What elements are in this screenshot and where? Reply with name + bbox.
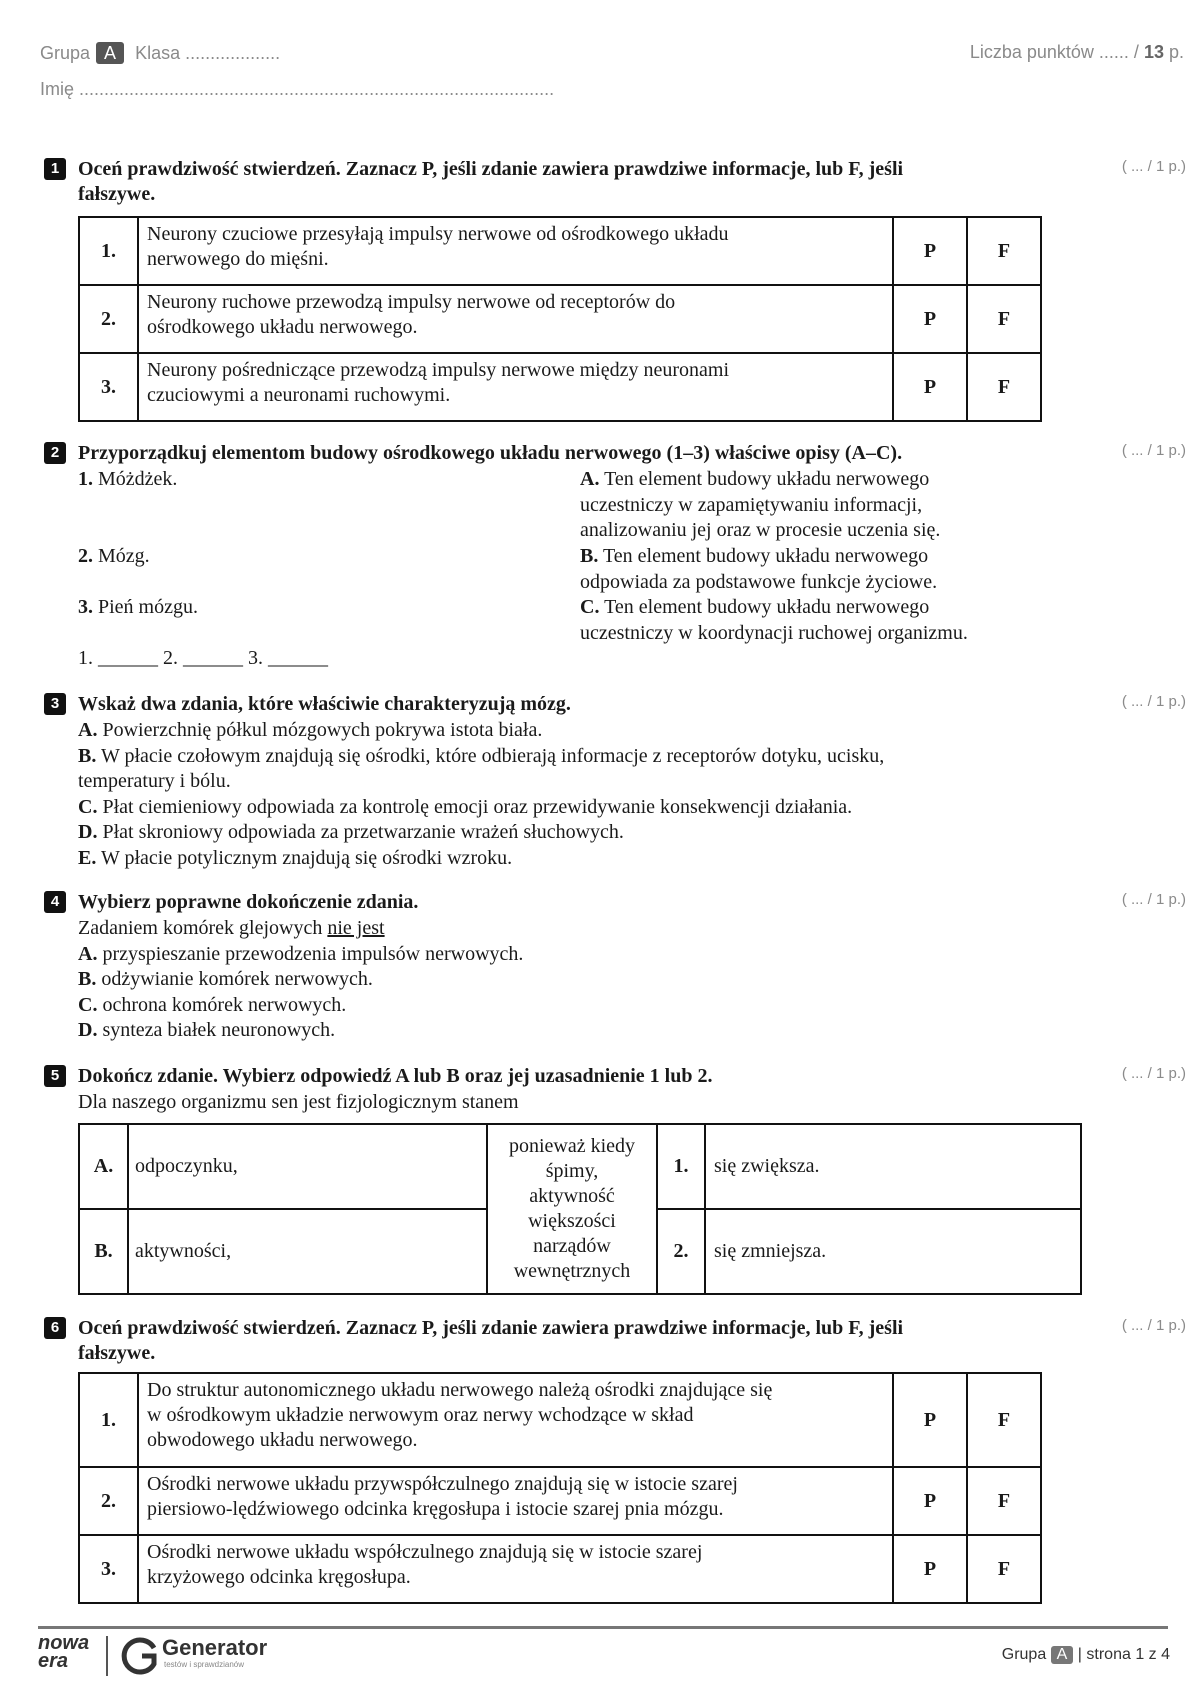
question-points: ( ... / 1 p.): [1121, 158, 1186, 175]
question-stem: Dla naszego organizmu sen jest fizjologicznym stanem: [78, 1091, 519, 1113]
option-d[interactable]: D. Płat skroniowy odpowiada za przetwarzanie wrażeń słuchowych.: [78, 821, 624, 843]
table-row: [79, 353, 1041, 421]
generator-title: Generator: [162, 1635, 268, 1660]
question-number: 4: [44, 891, 66, 913]
description-a: A. Ten element budowy układu nerwowego uczestniczy w zapamiętywaniu informacji, analizowaniu jej oraz w procesie uczenia się.: [580, 468, 941, 541]
reason-1-text[interactable]: się zwiększa.: [705, 1124, 1081, 1209]
list-item: 3. Pień mózgu.: [78, 596, 198, 618]
option-a-text[interactable]: odpoczynku,: [128, 1124, 487, 1209]
page-number: | strona 1 z 4: [1077, 1646, 1170, 1663]
option-b-text[interactable]: aktywności,: [128, 1209, 487, 1294]
points-max: 13: [1143, 42, 1164, 62]
options-list: [78, 916, 523, 1044]
points-total: [970, 42, 1184, 63]
statement: Neurony ruchowe przewodzą impulsy nerwowe od receptorów do ośrodkowego układu nerwowego.: [138, 285, 893, 353]
question-title: Przyporządkuj elementom budowy ośrodkowego układu nerwowego (1–3) właściwe opisy (A–C).: [78, 442, 903, 464]
group-badge: A: [96, 42, 124, 64]
row-number: 1.: [79, 1373, 138, 1467]
question-title: Dokończ zdanie. Wybierz odpowiedź A lub B oraz jej uzasadnienie 1 lub 2.: [78, 1065, 713, 1087]
generator-logo-icon: [120, 1636, 160, 1676]
question-points: ( ... / 1 p.): [1121, 891, 1186, 908]
question-points: ( ... / 1 p.): [1121, 442, 1186, 459]
generator-subtitle: testów i sprawdzianów: [164, 1660, 245, 1669]
points-label: Liczba punktów ...... /: [969, 42, 1139, 62]
group-label: Grupa: [40, 43, 91, 63]
option-d[interactable]: D. synteza białek neuronowych.: [78, 1019, 336, 1041]
false-option[interactable]: F: [967, 1535, 1041, 1603]
list-item: 1. Móżdżek.: [78, 468, 178, 490]
row-number: 2.: [79, 285, 138, 353]
statement: Ośrodki nerwowe układu przywspółczulnego znajdują się w istocie szarej piersiowo-lędźwiowego odcinka kręgosłupa i istocie szarej pnia mózgu.: [138, 1467, 893, 1535]
description-c: C. Ten element budowy układu nerwowego uczestniczy w koordynacji ruchowej organizmu.: [580, 596, 968, 644]
class-field: Klasa ...................: [135, 43, 281, 63]
row-number: 2.: [79, 1467, 138, 1535]
table-row: [79, 285, 1041, 353]
list-item: 2. Mózg.: [78, 545, 150, 567]
statement: Ośrodki nerwowe układu współczulnego znajdują się w istocie szarej krzyżowego odcinka kręgosłupa.: [138, 1535, 893, 1603]
option-b[interactable]: B. odżywianie komórek nerwowych.: [78, 968, 373, 990]
option-c[interactable]: C. ochrona komórek nerwowych.: [78, 993, 347, 1016]
true-option[interactable]: P: [893, 353, 967, 421]
table-row: [79, 1373, 1041, 1467]
question-points: ( ... / 1 p.): [1121, 1317, 1186, 1334]
false-option[interactable]: F: [967, 1373, 1041, 1467]
reason-2-number[interactable]: 2.: [657, 1209, 705, 1294]
footer-group-badge: A: [1051, 1646, 1074, 1664]
row-number: 1.: [79, 217, 138, 285]
option-a-letter[interactable]: A.: [79, 1124, 128, 1209]
nowa-era-logo: nowa era: [38, 1632, 90, 1672]
description-b: B. Ten element budowy układu nerwowego odpowiada za podstawowe funkcje życiowe.: [580, 545, 938, 593]
option-e[interactable]: E. W płacie potylicznym znajdują się ośrodki wzroku.: [78, 846, 513, 869]
false-option[interactable]: F: [967, 1467, 1041, 1535]
table-row: [79, 1467, 1041, 1535]
option-a[interactable]: A. Powierzchnię półkul mózgowych pokrywa istota biała.: [78, 719, 543, 741]
true-option[interactable]: P: [893, 217, 967, 285]
question-number: 3: [44, 693, 66, 715]
true-false-table: [78, 216, 1042, 422]
false-option[interactable]: F: [967, 217, 1041, 285]
option-b-letter[interactable]: B.: [79, 1209, 128, 1294]
statement: Neurony pośredniczące przewodzą impulsy nerwowe między neuronami czuciowymi a neuronami ruchowymi.: [138, 353, 893, 421]
true-option[interactable]: P: [893, 1373, 967, 1467]
true-option[interactable]: P: [893, 1467, 967, 1535]
question-points: ( ... / 1 p.): [1121, 1065, 1186, 1082]
question-title: Oceń prawdziwość stwierdzeń. Zaznacz P, jeśli zdanie zawiera prawdziwe informacje, lub F, jeśli fałszywe.: [78, 1317, 904, 1364]
reason-table: [78, 1123, 1082, 1295]
true-option[interactable]: P: [893, 1535, 967, 1603]
group-class-line: [40, 42, 280, 64]
false-option[interactable]: F: [967, 353, 1041, 421]
statement: Neurony czuciowe przesyłają impulsy nerwowe od ośrodkowego układu nerwowego do mięśni.: [138, 217, 893, 285]
question-title: Wybierz poprawne dokończenie zdania.: [78, 891, 419, 913]
question-number: 6: [44, 1317, 66, 1339]
option-a[interactable]: A. przyspieszanie przewodzenia impulsów nerwowych.: [78, 942, 524, 965]
footer-group-label: Grupa: [1001, 1646, 1047, 1663]
question-number: 1: [44, 158, 66, 180]
question-title: Oceń prawdziwość stwierdzeń. Zaznacz P, jeśli zdanie zawiera prawdziwe informacje, lub F, jeśli fałszywe.: [78, 158, 904, 205]
footer-page-info: [1002, 1646, 1170, 1664]
reason-1-number[interactable]: 1.: [657, 1124, 705, 1209]
footer-divider: [38, 1626, 1168, 1629]
options-list: [78, 718, 884, 871]
row-number: 3.: [79, 1535, 138, 1603]
question-points: ( ... / 1 p.): [1121, 693, 1186, 710]
reason-connector: ponieważ kiedy śpimy, aktywność większości narządów wewnętrznych: [487, 1124, 657, 1294]
option-b[interactable]: B. W płacie czołowym znajdują się ośrodki, które odbierają informacje z receptorów dotyku, ucisku, temperatury i bólu.: [78, 744, 885, 792]
true-option[interactable]: P: [893, 285, 967, 353]
row-number: 3.: [79, 353, 138, 421]
question-number: 2: [44, 442, 66, 464]
points-unit: p.: [1168, 42, 1184, 62]
statement: Do struktur autonomicznego układu nerwowego należą ośrodki znajdujące się w ośrodkowym układzie nerwowym oraz nerwy wchodzące w skład obwodowego układu nerwowego.: [138, 1373, 893, 1467]
question-title: Wskaż dwa zdania, które właściwie charakteryzują mózg.: [78, 693, 571, 715]
false-option[interactable]: F: [967, 285, 1041, 353]
reason-2-text[interactable]: się zmniejsza.: [705, 1209, 1081, 1294]
question-stem: Zadaniem komórek glejowych nie jest: [78, 917, 385, 939]
option-c[interactable]: C. Płat ciemieniowy odpowiada za kontrolę emocji oraz przewidywanie konsekwencji działania.: [78, 795, 853, 818]
answer-blanks[interactable]: 1. ______ 2. ______ 3. ______: [78, 647, 328, 669]
table-row: [79, 1535, 1041, 1603]
name-field: Imię ...............................................................................................: [40, 79, 555, 99]
table-row: [79, 217, 1041, 285]
logo-divider: [106, 1636, 108, 1676]
question-number: 5: [44, 1065, 66, 1087]
true-false-table: [78, 1372, 1042, 1604]
